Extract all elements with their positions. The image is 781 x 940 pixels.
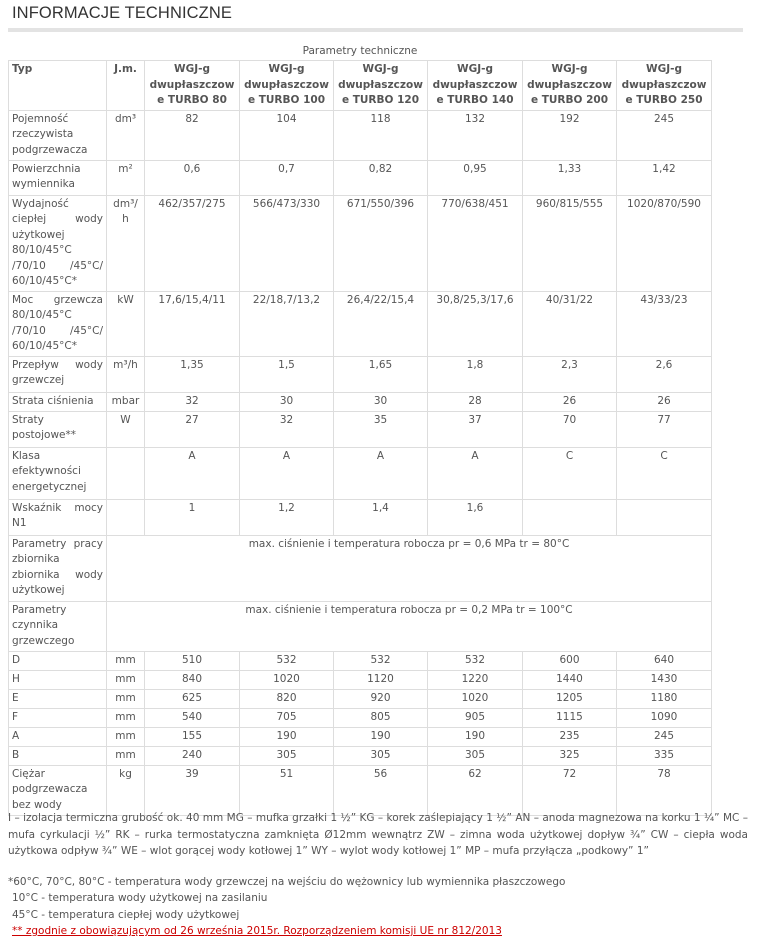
header-model: WGJ-g dwupłaszczowe TURBO 80 [145,61,240,111]
row-label: Wydajność ciepłej wody użytkowej 80/10/45°C /70/10 /45°C/ 60/10/45°C* [9,195,107,291]
table-row [9,392,712,411]
cell-value: 600 [523,651,617,670]
section-heading: INFORMACJE TECHNICZNE [12,4,232,22]
connection-legend: I – izolacja termiczna grubość ok. 40 mm MG – mufka grzałki 1 ½” KG – korek zaślepiający 1 ½” AN – anoda magnezowa na korku 1 ¼” MC – mufa cyrkulacji ½” RK – rurka termostatyczna zamknięta Ø12mm wewnątrz ZW – zimna woda użytkowej dopływ ¾” CW – ciepła woda użytkowa odpływ ¾” WE – wlot gorącej wody kotłowej 1” WY – wylot wody kotłowej 1” MP – mufa przyłącza „podkowy” 1” [8,812,748,857]
table-row [9,160,712,195]
cell-value: 305 [334,746,428,765]
cell-value: 770/638/451 [428,195,523,291]
cell-value: 190 [240,727,334,746]
row-unit: mm [107,689,145,708]
cell-value: 78 [617,765,712,815]
header-model: WGJ-g dwupłaszczowe TURBO 120 [334,61,428,111]
footnotes [8,810,748,940]
cell-value: 1,8 [428,356,523,392]
row-label: E [9,689,107,708]
cell-value: 532 [334,651,428,670]
cell-value: 335 [617,746,712,765]
cell-value: 1,2 [240,499,334,535]
table-row [9,670,712,689]
cell-value: 532 [240,651,334,670]
table-header-row [9,61,712,111]
cell-value: 2,6 [617,356,712,392]
row-unit: dm³/h [107,195,145,291]
row-label: Klasa efektywności energetycznej [9,447,107,499]
cell-value: 1115 [523,708,617,727]
cell-value: 192 [523,110,617,160]
table-row [9,499,712,535]
table-row [9,708,712,727]
cell-value: 132 [428,110,523,160]
row-unit: m³/h [107,356,145,392]
cell-value: 1,35 [145,356,240,392]
table-row [9,765,712,815]
row-unit [107,499,145,535]
cell-value: 43/33/23 [617,291,712,356]
cell-value: 566/473/330 [240,195,334,291]
cell-value: 920 [334,689,428,708]
row-unit: W [107,411,145,447]
row-merged-value: max. ciśnienie i temperatura robocza pr = 0,2 MPa tr = 100°C [107,601,712,651]
row-label: Parametry czynnika grzewczego [9,601,107,651]
cell-value: 1020/870/590 [617,195,712,291]
cell-value: 1090 [617,708,712,727]
cell-value: 1180 [617,689,712,708]
cell-value: 0,95 [428,160,523,195]
cell-value: 28 [428,392,523,411]
cell-value: 1 [145,499,240,535]
cell-value: 82 [145,110,240,160]
table-row [9,447,712,499]
table-caption: Parametry techniczne [302,45,418,57]
cell-value: 625 [145,689,240,708]
cell-value: 32 [240,411,334,447]
cell-value: 245 [617,110,712,160]
row-label: Parametry pracy zbiornika zbiornika wody użytkowej [9,535,107,601]
table-row [9,746,712,765]
cell-value: 22/18,7/13,2 [240,291,334,356]
cell-value: 820 [240,689,334,708]
table-row [9,601,712,651]
cell-value: 671/550/396 [334,195,428,291]
table-row [9,727,712,746]
cell-value: C [523,447,617,499]
cell-value: 104 [240,110,334,160]
regulation-link[interactable]: ** zgodnie z obowiązującym od 26 września 2015r. Rozporządzeniem komisji UE nr 812/2013 [12,925,502,937]
cell-value [617,499,712,535]
row-label: H [9,670,107,689]
row-unit: mm [107,670,145,689]
cell-value: 235 [523,727,617,746]
table-row [9,411,712,447]
cell-value: 305 [240,746,334,765]
row-label: Przepływ wody grzewczej [9,356,107,392]
cell-value: 1020 [240,670,334,689]
cell-value: 1120 [334,670,428,689]
temperature-note: 10°C - temperatura wody użytkowej na zasilaniu [12,892,268,904]
cell-value: 540 [145,708,240,727]
header-typ: Typ [9,61,107,111]
temperature-note: *60°C, 70°C, 80°C - temperatura wody grzewczej na wejściu do wężownicy lub wymiennika płaszczowego [8,875,566,888]
cell-value: 35 [334,411,428,447]
cell-value: 30,8/25,3/17,6 [428,291,523,356]
cell-value: 17,6/15,4/11 [145,291,240,356]
cell-value: 462/357/275 [145,195,240,291]
row-label: Powierzchnia wymiennika [9,160,107,195]
cell-value: 805 [334,708,428,727]
row-unit: mm [107,727,145,746]
cell-value: 51 [240,765,334,815]
cell-value: 1430 [617,670,712,689]
cell-value: 190 [334,727,428,746]
cell-value: 0,6 [145,160,240,195]
cell-value: A [428,447,523,499]
cell-value: 1020 [428,689,523,708]
table-row [9,291,712,356]
cell-value: 40/31/22 [523,291,617,356]
table-row [9,195,712,291]
cell-value: 32 [145,392,240,411]
cell-value: 30 [240,392,334,411]
cell-value: 39 [145,765,240,815]
cell-value: 1,65 [334,356,428,392]
cell-value: 26 [617,392,712,411]
header-model: WGJ-g dwupłaszczowe TURBO 250 [617,61,712,111]
cell-value: 1,33 [523,160,617,195]
row-label: Strata ciśnienia [9,392,107,411]
row-unit: kW [107,291,145,356]
cell-value: 62 [428,765,523,815]
row-label: B [9,746,107,765]
cell-value: 26 [523,392,617,411]
heading-divider [8,28,743,32]
cell-value: 705 [240,708,334,727]
row-label: D [9,651,107,670]
row-unit: m² [107,160,145,195]
technical-parameters-table [8,43,712,816]
row-unit: mm [107,746,145,765]
header-model: WGJ-g dwupłaszczowe TURBO 200 [523,61,617,111]
row-unit: dm³ [107,110,145,160]
cell-value: 0,7 [240,160,334,195]
row-label: Ciężar podgrzewacza bez wody [9,765,107,815]
cell-value: 840 [145,670,240,689]
temperature-note: 45°C - temperatura ciepłej wody użytkowej [12,908,240,921]
row-unit: mm [107,708,145,727]
cell-value: 905 [428,708,523,727]
cell-value: 1,6 [428,499,523,535]
row-label: Straty postojowe** [9,411,107,447]
cell-value: 510 [145,651,240,670]
row-label: F [9,708,107,727]
cell-value: C [617,447,712,499]
row-label: Pojemność rzeczywista podgrzewacza [9,110,107,160]
row-label: A [9,727,107,746]
row-unit: mm [107,651,145,670]
cell-value: 30 [334,392,428,411]
cell-value: 1440 [523,670,617,689]
cell-value: 0,82 [334,160,428,195]
table-row [9,689,712,708]
cell-value: 245 [617,727,712,746]
cell-value: 640 [617,651,712,670]
cell-value: 1,42 [617,160,712,195]
cell-value: 1220 [428,670,523,689]
cell-value: 1205 [523,689,617,708]
row-label: Wskaźnik mocy N1 [9,499,107,535]
cell-value: 960/815/555 [523,195,617,291]
cell-value: 27 [145,411,240,447]
cell-value: 305 [428,746,523,765]
cell-value: 70 [523,411,617,447]
header-model: WGJ-g dwupłaszczowe TURBO 140 [428,61,523,111]
cell-value: 1,5 [240,356,334,392]
cell-value: 56 [334,765,428,815]
header-unit: J.m. [107,61,145,111]
table-row [9,110,712,160]
header-model: WGJ-g dwupłaszczowe TURBO 100 [240,61,334,111]
cell-value: 1,4 [334,499,428,535]
cell-value: 26,4/22/15,4 [334,291,428,356]
cell-value: 77 [617,411,712,447]
cell-value: 190 [428,727,523,746]
cell-value: A [240,447,334,499]
row-unit [107,447,145,499]
cell-value: 155 [145,727,240,746]
cell-value: 37 [428,411,523,447]
row-unit: mbar [107,392,145,411]
table-row [9,356,712,392]
table-row [9,651,712,670]
cell-value: 118 [334,110,428,160]
row-label: Moc grzewcza 80/10/45°C /70/10 /45°C/ 60/10/45°C* [9,291,107,356]
cell-value: 532 [428,651,523,670]
cell-value: 2,3 [523,356,617,392]
row-merged-value: max. ciśnienie i temperatura robocza pr = 0,6 MPa tr = 80°C [107,535,712,601]
cell-value: A [334,447,428,499]
cell-value [523,499,617,535]
cell-value: 72 [523,765,617,815]
cell-value: A [145,447,240,499]
table-row [9,535,712,601]
cell-value: 325 [523,746,617,765]
row-unit: kg [107,765,145,815]
cell-value: 240 [145,746,240,765]
